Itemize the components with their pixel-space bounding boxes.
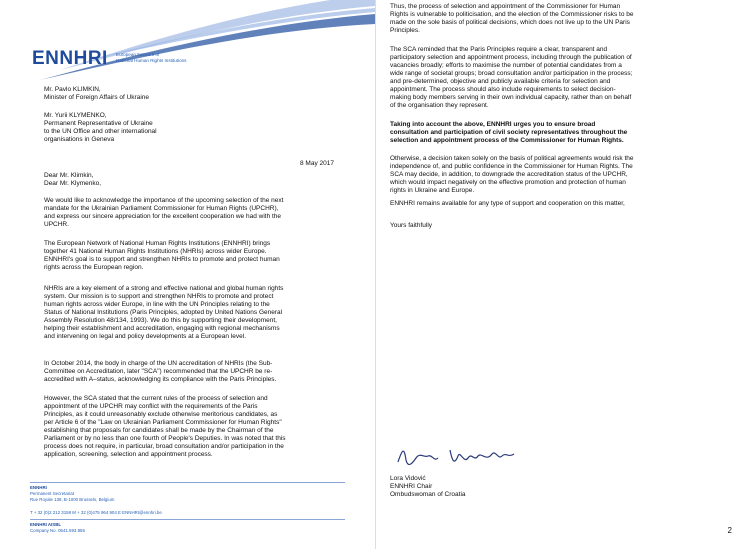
salutation: Dear Mr. Klimkin, Dear Mr. Klymenko, (44, 172, 102, 187)
closing: Yours faithfully (390, 222, 433, 229)
page-number: 2 (727, 526, 732, 535)
paragraph-7: The SCA reminded that the Paris Principles require a clear, transparent and participatory selection and appointment process, including through the publication of vacancies broadly; efforts to maximise the number of potential candidates from a wide range of societal groups; broad consultation and/or participation in the process; and pre-determined, objective and publicly available criteria for selection and appointment. The process should also include requirements to select decision- making body members serving in their own individual capacity, rather than on behalf of the organisation they represent. (390, 46, 633, 109)
letter-date: 8 May 2017 (300, 160, 334, 167)
footer-contact: T + 32 (0)2 212 3158 M + 32 (0)475 964 904 E ENNHRI@ennhri.be (30, 510, 162, 515)
paragraph-1: We would like to acknowledge the importance of the upcoming selection of the next mandate for the Ukrainian Parliament Commissioner for Human Rights (UPCHR), and express our sincere appreciation for the excellent cooperation we had with the UPCHR. (44, 197, 284, 228)
paragraph-2: The European Network of National Human Rights Institutions (ENNHRI) brings together 41 National Human Rights Institutions (NHRIs) across wider Europe. ENNHRI's goal is to support and strengthen NHRIs to promote and protect human rights across the European region. (44, 240, 280, 271)
signer-block: Lora Vidović ENNHRI Chair Ombudswoman of Croatia (390, 475, 466, 498)
footer-divider-2 (30, 519, 345, 520)
paragraph-10: ENNHRI remains available for any type of support and cooperation on this matter, (390, 200, 625, 207)
recipient-2: Mr. Yurii KLYMENKO, Permanent Representative of Ukraine to the UN Office and other international organisations in Geneva (44, 112, 157, 143)
ennhri-logo (32, 48, 187, 70)
logo-subtitle (116, 52, 186, 63)
letter-page-2 (376, 0, 748, 549)
footer-divider (30, 482, 345, 483)
paragraph-3: NHRIs are a key element of a strong and effective national and global human rights system. Our mission is to support and strengthen NHRIs to promote and protect human rights across wider Europe, in line with the UN Principles relating to the Status of National Institutions (Paris Principles, adopted by United Nations General Assembly Resolution 48/134, 1993). We do this by supporting their development, helping their establishment and accreditation, engaging with regional mechanisms and intervening on legal and policy developments at a European level. (44, 285, 284, 340)
handwritten-signature (394, 440, 544, 476)
logo-wordmark: ENNHRI (32, 48, 108, 69)
footer-company (30, 522, 85, 534)
logo-subtitle-line1: European Network of (116, 52, 160, 57)
paragraph-9: Otherwise, a decision taken solely on the basis of political agreements would risk the independence of, and public confidence in the Commissioner for Human Rights. The SCA may decide, in addition, to downgrade the accreditation status of the UPCHR, which would impact negatively on the effective promotion and protection of human rights in Ukraine and Europe. (390, 155, 634, 194)
paragraph-4: In October 2014, the body in charge of the UN accreditation of NHRIs (the Sub- Committee on Accreditation, later "SCA") recommended that the UPCHR be re- accredited with A–status, acknowledging its compliance with the Paris Principles. (44, 360, 277, 383)
footer-aisbl: ENNHRI AISBL (30, 522, 62, 527)
footer-org: ENNHRI (30, 485, 47, 490)
footer-street: Rue Royale 138, B-1000 Brussels, Belgium (30, 497, 115, 502)
footer-company-no: Company No. 0541.593.956 (30, 528, 85, 533)
footer-secretariat: Permanent Secretariat (30, 491, 74, 496)
paragraph-8-emphasis: Taking into account the above, ENNHRI urges you to ensure broad consultation and participation of civil society representatives throughout the selection and appointment process of the Commissioner for Human Rights. (390, 121, 628, 144)
header-swoosh-graphic (0, 0, 375, 90)
paragraph-5: However, the SCA stated that the current rules of the process of selection and appointment of the UPCHR may conflict with the requirements of the Paris Principles, as it could unreasonably exclude otherwise meritorious candidates, as per Article 6 of the "Law on Ukrainian Parliament Commissioner for Human Rights" establishing that proposals for candidates shall be made by the Chairman of the Parliament or by no less than one fourth of People's Deputies. In was noted that this process does not require, in particular, broad consultation and/or participation in the application, screening, selection and appointment process. (44, 395, 286, 458)
paragraph-6: Thus, the process of selection and appointment of the Commissioner for Human Rights is vulnerable to politicisation, and the election of the Commissioner risks to be made on the sole basis of political decisions, which does not live up to the UN Paris Principles. (390, 3, 634, 34)
recipient-1: Mr. Pavlo KLIMKIN, Minister of Foreign Affairs of Ukraine (44, 86, 150, 101)
footer-address (30, 485, 114, 503)
logo-subtitle-line2: National Human Rights Institutions (116, 57, 187, 63)
